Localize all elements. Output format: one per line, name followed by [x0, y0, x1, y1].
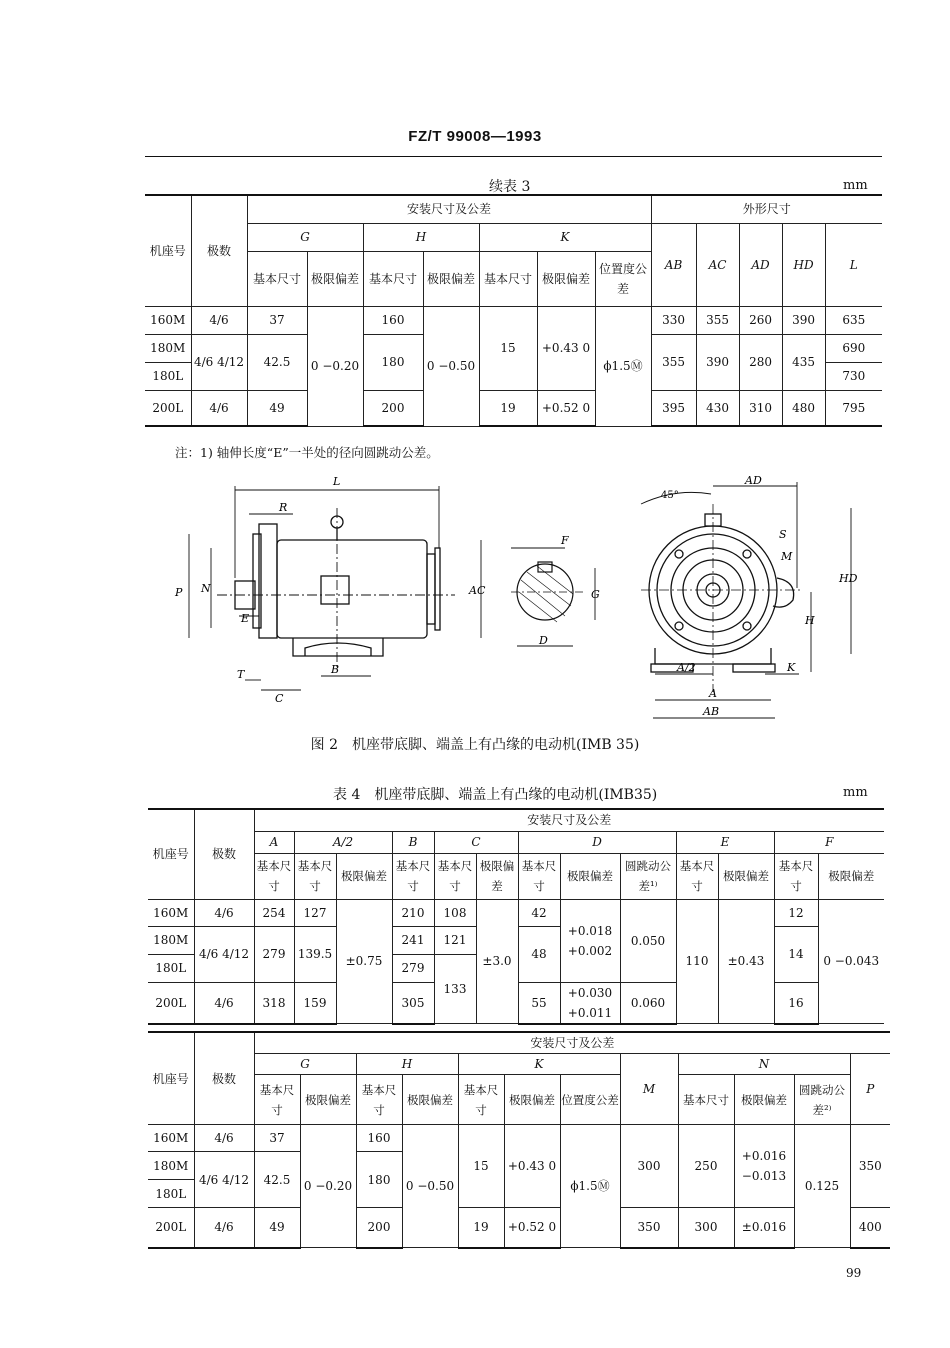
dim-G: G	[591, 588, 600, 601]
t3-AB-160: 330	[651, 306, 696, 334]
t4b-N-runout: 0.125	[794, 1125, 850, 1248]
t4b-N-250: 250	[678, 1125, 734, 1208]
t3-h-K: K	[479, 223, 651, 251]
t3-AC-180: 390	[696, 334, 739, 390]
t3-poles-160: 4/6	[191, 306, 247, 334]
t4b-P-200: 400	[850, 1208, 890, 1248]
standard-header: FZ/T 99008—1993	[408, 128, 542, 145]
t3-h-AC: AC	[696, 223, 739, 306]
t4b-h-H-basic: 基本尺寸	[356, 1075, 402, 1125]
t4-F-180: 14	[774, 926, 818, 982]
t3-h-H: H	[363, 223, 479, 251]
t3-AD-200: 310	[739, 390, 782, 426]
t4-frame-160M: 160M	[148, 899, 194, 926]
t4b-frame-200L: 200L	[148, 1208, 194, 1248]
t3-G-tol: 0 −0.20	[307, 306, 363, 426]
t3-L-180M: 690	[825, 334, 882, 362]
t3-G-180: 42.5	[247, 334, 307, 390]
t4-D-160: 42	[518, 899, 560, 926]
t4-A-200: 318	[254, 982, 294, 1024]
t4-h-C: C	[434, 831, 518, 853]
t3-G-160: 37	[247, 306, 307, 334]
t4-poles-160: 4/6	[194, 899, 254, 926]
t3-K-15: 15	[479, 306, 537, 390]
t4b-N-200: 300	[678, 1208, 734, 1248]
t4b-N-tol-200: ±0.016	[734, 1208, 794, 1248]
t4-h-install: 安装尺寸及公差	[254, 809, 884, 831]
t4-B-180M: 241	[392, 926, 434, 954]
t3-L-160: 635	[825, 306, 882, 334]
t4b-G-tol: 0 −0.20	[300, 1125, 356, 1248]
t4b-h-N: N	[678, 1054, 850, 1075]
t4-h-A-basic: 基本尺寸	[254, 853, 294, 899]
t4-h-D: D	[518, 831, 676, 853]
t4b-h-N-basic: 基本尺寸	[678, 1075, 734, 1125]
t4b-K-tol-a: +0.43 0	[504, 1125, 560, 1208]
t3-h-G-basic: 基本尺寸	[247, 251, 307, 306]
t4b-h-P: P	[850, 1054, 890, 1125]
t4-h-B-basic: 基本尺寸	[392, 853, 434, 899]
t4-h-C-basic: 基本尺寸	[434, 853, 476, 899]
dim-A2: A/2	[677, 661, 696, 674]
t4b-h-H-limit: 极限偏差	[402, 1075, 458, 1125]
t4-h-D-basic: 基本尺寸	[518, 853, 560, 899]
motor-drawing	[165, 468, 885, 728]
t4-A2-tol: ±0.75	[336, 899, 392, 1024]
t4b-H-180: 180	[356, 1152, 402, 1208]
shaft-section-view	[511, 548, 595, 646]
t4-frame-200L: 200L	[148, 982, 194, 1024]
dim-P: P	[175, 586, 183, 599]
t4-B-180L: 279	[392, 954, 434, 982]
t3-h-K-limit: 极限偏差	[537, 251, 595, 306]
t4b-h-poles: 极数	[194, 1032, 254, 1125]
t4b-frame-160M: 160M	[148, 1125, 194, 1152]
t4-B-160: 210	[392, 899, 434, 926]
t3-AC-200: 430	[696, 390, 739, 426]
t4-E-tol: ±0.43	[718, 899, 774, 1024]
t3-HD-160: 390	[782, 306, 825, 334]
t3-h-G-limit: 极限偏差	[307, 251, 363, 306]
t4b-h-M: M	[620, 1054, 678, 1125]
t3-h-K-pos: 位置度公差	[595, 251, 651, 306]
t4b-h-install: 安装尺寸及公差	[254, 1032, 890, 1054]
t4-D-tol-200: +0.030 +0.011	[560, 982, 620, 1024]
t4-F-tol: 0 −0.043	[818, 899, 884, 1024]
t4-h-frame: 机座号	[148, 809, 194, 899]
t4b-h-K-basic: 基本尺寸	[458, 1075, 504, 1125]
t4b-pos-tol: ϕ1.5Ⓜ	[560, 1125, 620, 1248]
t3-K-tol-200: +0.52 0	[537, 390, 595, 426]
t4b-G-180: 42.5	[254, 1152, 300, 1208]
t4-h-E-basic: 基本尺寸	[676, 853, 718, 899]
t4-A2-160: 127	[294, 899, 336, 926]
t4-h-F-limit: 极限偏差	[818, 853, 884, 899]
header-rule	[145, 156, 882, 157]
dim-D: D	[539, 634, 548, 647]
page-number: 99	[846, 1266, 862, 1280]
t4b-h-N-limit: 极限偏差	[734, 1075, 794, 1125]
t4b-K-200: 19	[458, 1208, 504, 1248]
t4-B-200: 305	[392, 982, 434, 1024]
t4-D-runout-a: 0.050	[620, 899, 676, 982]
table3-unit: mm	[843, 178, 868, 193]
t3-h-H-basic: 基本尺寸	[363, 251, 423, 306]
t4b-M-300: 300	[620, 1125, 678, 1208]
t4-A2-200: 159	[294, 982, 336, 1024]
t3-frame-200L: 200L	[145, 390, 191, 426]
t4b-H-tol: 0 −0.50	[402, 1125, 458, 1248]
t4-h-E: E	[676, 831, 774, 853]
t3-G-200: 49	[247, 390, 307, 426]
t4-h-poles: 极数	[194, 809, 254, 899]
t4-C-180M: 121	[434, 926, 476, 954]
t4-A-160: 254	[254, 899, 294, 926]
table4-unit: mm	[843, 785, 868, 800]
t4b-N-tol-a: +0.016 −0.013	[734, 1125, 794, 1208]
t4-h-C-limit: 极限偏差	[476, 853, 518, 899]
t3-poles-180: 4/6 4/12	[191, 334, 247, 390]
dim-R: R	[279, 501, 288, 514]
t4b-h-N-runout: 圆跳动公差²⁾	[794, 1075, 850, 1125]
t4-D-200: 55	[518, 982, 560, 1024]
table4-title: 表 4 机座带底脚、端盖上有凸缘的电动机(IMB35)	[333, 787, 658, 803]
t3-L-180L: 730	[825, 362, 882, 390]
t4-h-B: B	[392, 831, 434, 853]
t4b-H-160: 160	[356, 1125, 402, 1152]
t4b-poles-180: 4/6 4/12	[194, 1152, 254, 1208]
t4b-P-350: 350	[850, 1125, 890, 1208]
t4b-G-160: 37	[254, 1125, 300, 1152]
t3-AC-160: 355	[696, 306, 739, 334]
t4b-frame-180M: 180M	[148, 1152, 194, 1180]
t4b-poles-200: 4/6	[194, 1208, 254, 1248]
dim-angle: 45°	[661, 490, 679, 501]
t3-H-180: 180	[363, 334, 423, 390]
t3-AB-180: 355	[651, 334, 696, 390]
t4-h-F: F	[774, 831, 884, 853]
t3-h-AD: AD	[739, 223, 782, 306]
t4b-frame-180L: 180L	[148, 1180, 194, 1208]
table-4-lower	[148, 1031, 890, 1249]
dim-C: C	[275, 692, 284, 705]
t4b-K-15: 15	[458, 1125, 504, 1208]
t4-E: 110	[676, 899, 718, 1024]
figure2-caption: 图 2 机座带底脚、端盖上有凸缘的电动机(IMB 35)	[310, 737, 640, 753]
dim-AD: AD	[745, 474, 762, 487]
t4b-h-H: H	[356, 1054, 458, 1075]
t4-frame-180M: 180M	[148, 926, 194, 954]
t3-frame-160M: 160M	[145, 306, 191, 334]
t4b-h-K: K	[458, 1054, 620, 1075]
t4-h-D-runout: 圆跳动公差¹⁾	[620, 853, 676, 899]
t4-F-200: 16	[774, 982, 818, 1024]
dim-B: B	[331, 663, 340, 676]
t4-h-E-limit: 极限偏差	[718, 853, 774, 899]
dim-AB: AB	[703, 705, 720, 718]
t4-F-160: 12	[774, 899, 818, 926]
dim-K: K	[787, 661, 796, 674]
t4-D-runout-200: 0.060	[620, 982, 676, 1024]
t3-h-L: L	[825, 223, 882, 306]
t3-AD-180: 280	[739, 334, 782, 390]
t4-h-A2-basic: 基本尺寸	[294, 853, 336, 899]
dim-H: H	[805, 614, 815, 627]
t4-poles-200: 4/6	[194, 982, 254, 1024]
t4-A2-180: 139.5	[294, 926, 336, 982]
t3-h-AB: AB	[651, 223, 696, 306]
dim-N: N	[201, 582, 211, 595]
t4-D-180: 48	[518, 926, 560, 982]
t4b-poles-160: 4/6	[194, 1125, 254, 1152]
t4-h-A2-limit: 极限偏差	[336, 853, 392, 899]
t3-h-outline: 外形尺寸	[651, 195, 882, 223]
t4b-h-G: G	[254, 1054, 356, 1075]
t4b-M-200: 350	[620, 1208, 678, 1248]
table3-title: 续表 3	[489, 179, 531, 195]
t4-poles-180: 4/6 4/12	[194, 926, 254, 982]
t4b-G-200: 49	[254, 1208, 300, 1248]
t3-h-frame: 机座号	[145, 195, 191, 306]
t4-frame-180L: 180L	[148, 954, 194, 982]
t4-C-tol: ±3.0	[476, 899, 518, 1024]
t3-H-160: 160	[363, 306, 423, 334]
t4-h-A2: A/2	[294, 831, 392, 853]
t4-h-D-limit: 极限偏差	[560, 853, 620, 899]
table3-note: 注：1) 轴伸长度“E”一半处的径向圆跳动公差。	[175, 445, 439, 460]
t3-h-install: 安装尺寸及公差	[247, 195, 651, 223]
t3-h-G: G	[247, 223, 363, 251]
t4-h-A: A	[254, 831, 294, 853]
t3-AD-160: 260	[739, 306, 782, 334]
t4b-h-K-pos: 位置度公差	[560, 1075, 620, 1125]
t3-frame-180M: 180M	[145, 334, 191, 362]
t4b-h-G-limit: 极限偏差	[300, 1075, 356, 1125]
t4b-K-tol-200: +0.52 0	[504, 1208, 560, 1248]
t4-A-180: 279	[254, 926, 294, 982]
t3-AB-200: 395	[651, 390, 696, 426]
t3-frame-180L: 180L	[145, 362, 191, 390]
t3-h-H-limit: 极限偏差	[423, 251, 479, 306]
table-4-upper	[148, 808, 884, 1025]
t3-h-K-basic: 基本尺寸	[479, 251, 537, 306]
t3-poles-200: 4/6	[191, 390, 247, 426]
t4-D-tol-a: +0.018 +0.002	[560, 899, 620, 982]
t4b-H-200: 200	[356, 1208, 402, 1248]
t3-K-tol-a: +0.43 0	[537, 306, 595, 390]
table-3	[145, 194, 882, 427]
dim-HD: HD	[839, 572, 858, 585]
t4b-h-K-limit: 极限偏差	[504, 1075, 560, 1125]
t3-HD-200: 480	[782, 390, 825, 426]
dim-L: L	[333, 475, 341, 488]
t4b-h-G-basic: 基本尺寸	[254, 1075, 300, 1125]
t3-L-200: 795	[825, 390, 882, 426]
t4-C-160: 108	[434, 899, 476, 926]
t4-h-F-basic: 基本尺寸	[774, 853, 818, 899]
t3-HD-180: 435	[782, 334, 825, 390]
t3-h-poles: 极数	[191, 195, 247, 306]
dim-A: A	[709, 687, 717, 700]
dim-AC: AC	[469, 584, 486, 597]
dim-T: T	[237, 668, 245, 681]
t3-K-200: 19	[479, 390, 537, 426]
dim-M: M	[781, 550, 793, 563]
t3-H-200: 200	[363, 390, 423, 426]
t3-pos-tol: ϕ1.5Ⓜ	[595, 306, 651, 426]
dim-F: F	[561, 534, 569, 547]
motor-side-view	[217, 508, 455, 668]
t3-H-tol: 0 −0.50	[423, 306, 479, 426]
t4b-h-frame: 机座号	[148, 1032, 194, 1125]
t4-C-133: 133	[434, 954, 476, 1024]
motor-end-view	[641, 504, 801, 692]
dim-S: S	[779, 528, 787, 541]
t3-h-HD: HD	[782, 223, 825, 306]
dim-E: E	[241, 612, 250, 625]
